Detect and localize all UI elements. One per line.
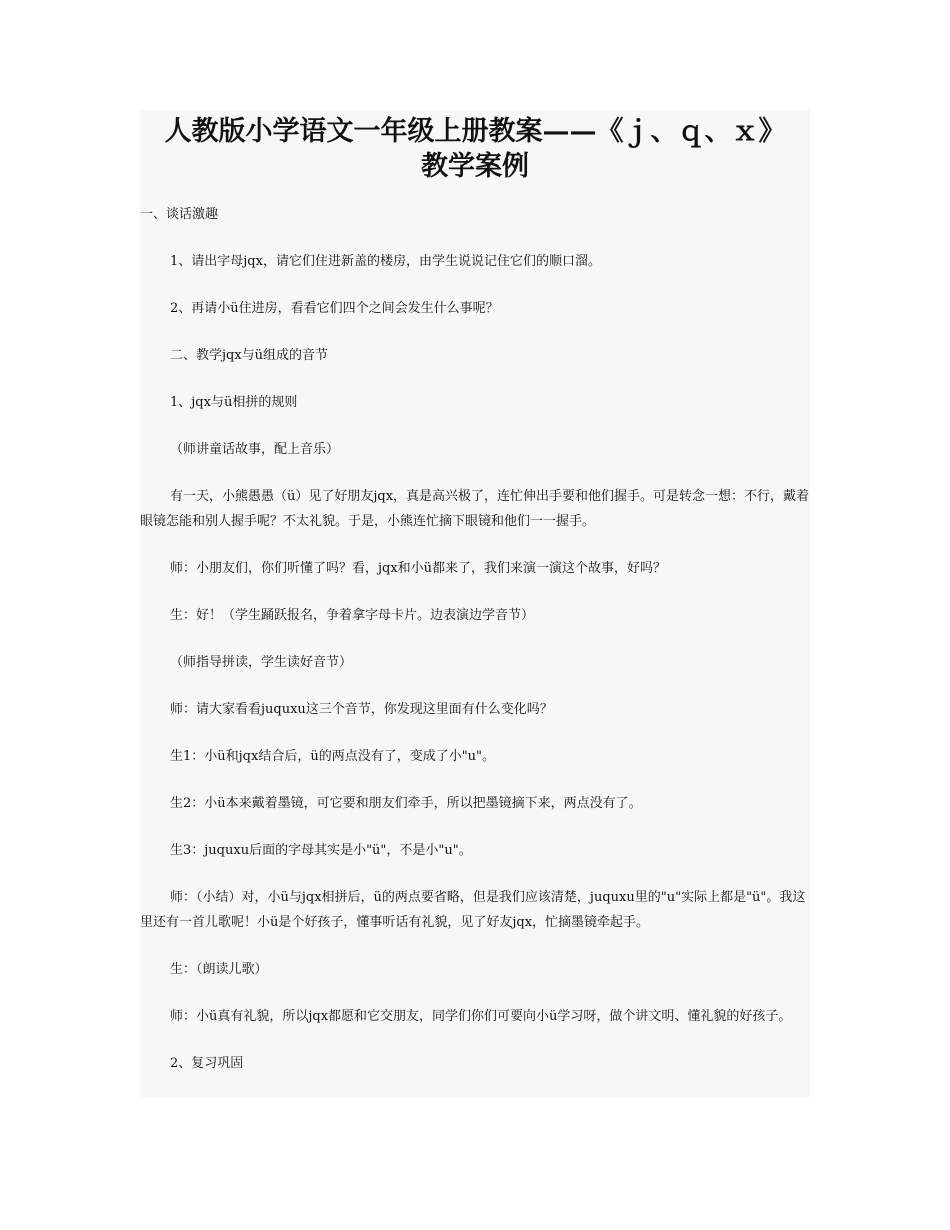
paragraph: 2、再请小ü住进房，看看它们四个之间会发生什么事呢？ bbox=[170, 301, 499, 316]
paragraph: 生1：小ü和jqx结合后，ü的两点没有了，变成了小"u"。 bbox=[170, 749, 496, 764]
document-title bbox=[140, 114, 810, 184]
section-heading: 一、谈话激趣 bbox=[140, 207, 219, 222]
paragraph: 生2：小ü本来戴着墨镜，可它要和朋友们牵手，所以把墨镜摘下来，两点没有了。 bbox=[170, 796, 642, 811]
title-line-1: 人教版小学语文一年级上册教案——《ｊ、ｑ、ｘ》 bbox=[164, 116, 786, 147]
paragraph: 1、jqx与ü相拼的规则 bbox=[170, 395, 298, 410]
paragraph: 生：（朗读儿歌） bbox=[170, 962, 268, 977]
document-body bbox=[140, 202, 810, 1098]
paragraph: 师：请大家看看juquxu这三个音节，你发现这里面有什么变化吗？ bbox=[170, 702, 553, 717]
document-page bbox=[140, 110, 810, 1097]
paragraph: 有一天，小熊愚愚（ü）见了好朋友jqx，真是高兴极了，连忙伸出手要和他们握手。可是转念一想：不行，戴着眼镜怎能和别人握手呢？不太礼貌。于是，小熊连忙摘下眼镜和他们一一握手。 bbox=[140, 489, 810, 529]
paragraph: 师：（小结）对，小ü与jqx相拼后，ü的两点要省略，但是我们应该清楚，juquxu里的"u"实际上都是"ü"。我这里还有一首儿歌呢！小ü是个好孩子，懂事听话有礼貌，见了好友jqx，忙摘墨镜牵起手。 bbox=[140, 890, 806, 930]
paragraph: （师指导拼读，学生读好音节） bbox=[170, 655, 353, 670]
paragraph: 生3：juquxu后面的字母其实是小"ü"，不是小"u"。 bbox=[170, 843, 472, 858]
section-heading: 二、教学jqx与ü组成的音节 bbox=[170, 348, 329, 363]
paragraph: 生：好！（学生踊跃报名，争着拿字母卡片。边表演边学音节） bbox=[170, 608, 535, 623]
paragraph: 1、请出字母jqx，请它们住进新盖的楼房，由学生说说记住它们的顺口溜。 bbox=[170, 254, 601, 269]
paragraph: 师：小ü真有礼貌，所以jqx都愿和它交朋友，同学们你们可要向小ü学习呀，做个讲文明、懂礼貌的好孩子。 bbox=[170, 1009, 792, 1024]
title-line-2: 教学案例 bbox=[421, 151, 529, 182]
paragraph: 师：小朋友们，你们听懂了吗？看，jqx和小ü都来了，我们来演一演这个故事，好吗？ bbox=[170, 561, 667, 576]
paragraph: 2、复习巩固 bbox=[170, 1056, 244, 1071]
paragraph: （师讲童话故事，配上音乐） bbox=[170, 442, 340, 457]
